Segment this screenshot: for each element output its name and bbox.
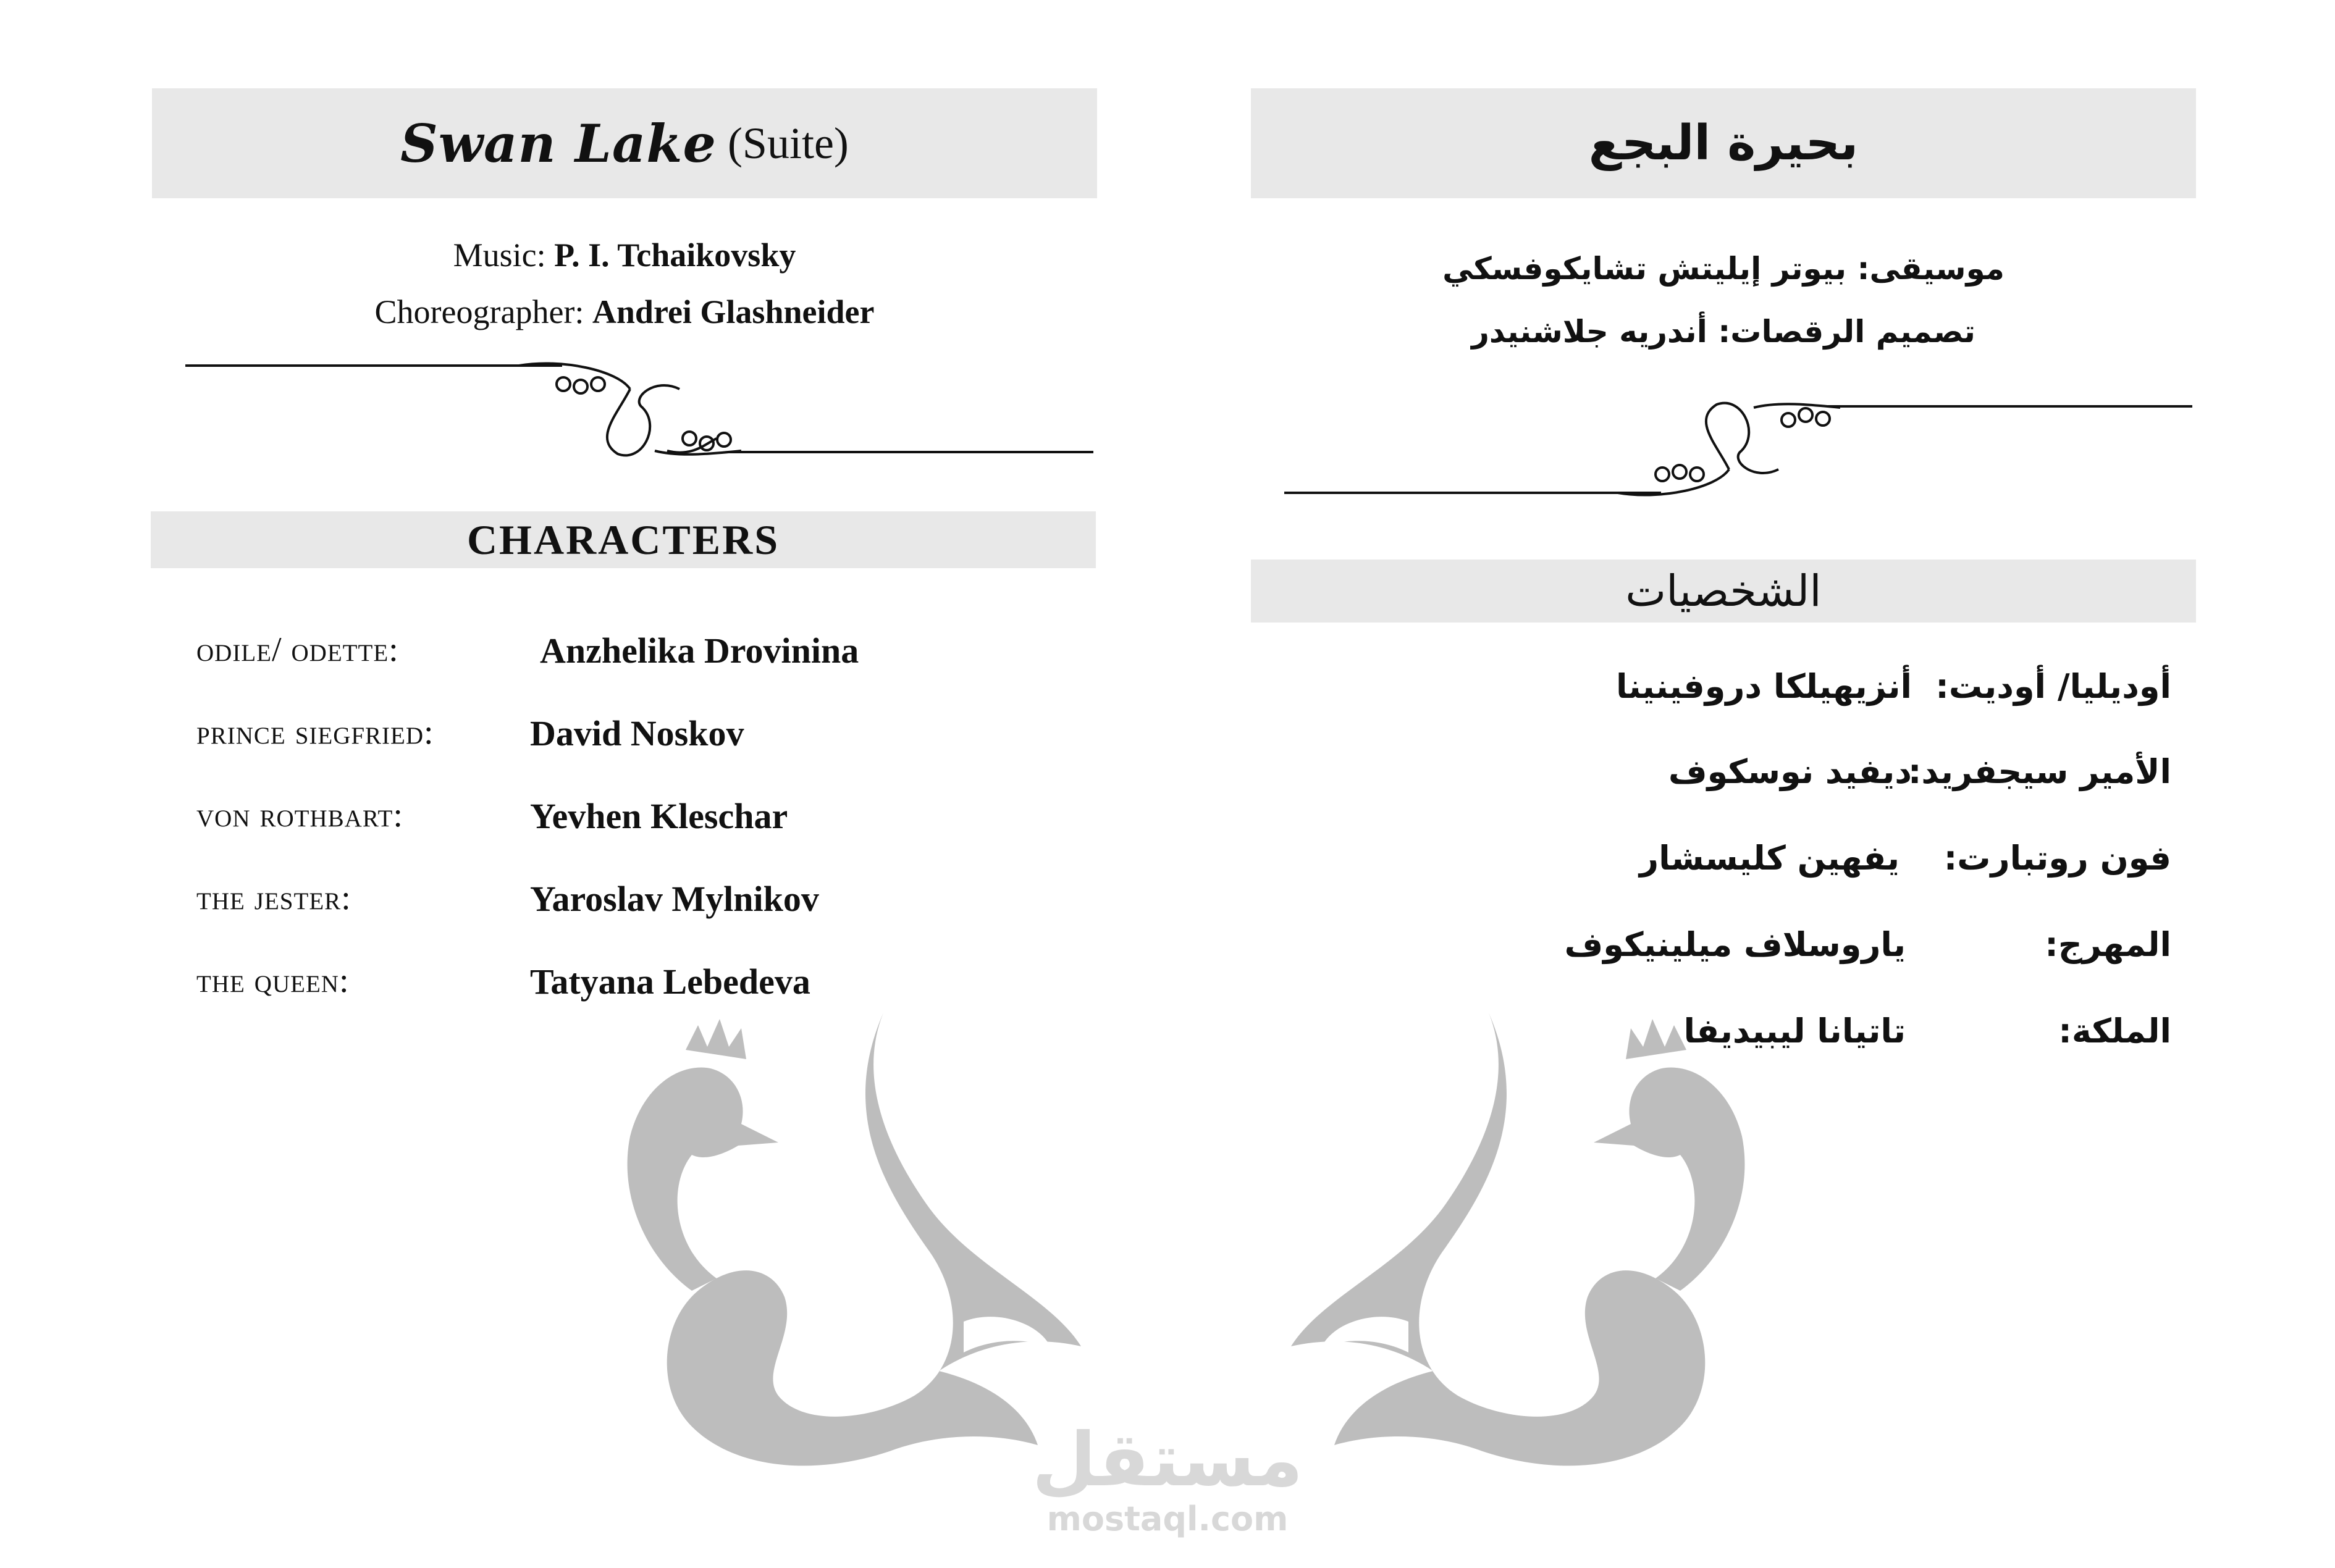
swan-right-icon bbox=[1260, 1000, 1779, 1495]
english-characters-bar bbox=[151, 511, 1096, 568]
character-dancer: David Noskov bbox=[530, 713, 744, 753]
choreographer-label: Choreographer: bbox=[374, 293, 592, 330]
arabic-choreographer-label: تصميم الرقصات: bbox=[1707, 314, 1975, 350]
arabic-character-dancer: ديفيد نوسكوف bbox=[1668, 752, 1912, 791]
watermark-arabic: مستقل bbox=[1032, 1417, 1303, 1503]
arabic-music-value: بيوتر إيليتش تشايكوفسكي bbox=[1442, 251, 1847, 287]
arabic-music-credit bbox=[1251, 247, 2196, 290]
character-role: odile/ odette: bbox=[196, 631, 399, 669]
character-dancer: Yevhen Kleschar bbox=[530, 796, 788, 836]
arabic-title-bar bbox=[1251, 88, 2196, 198]
character-role: von rothbart: bbox=[196, 796, 403, 834]
character-row bbox=[152, 795, 1097, 839]
arabic-character-role: فون روتبارت: bbox=[1943, 839, 2171, 878]
english-title-suffix: (Suite) bbox=[727, 118, 849, 168]
arabic-character-role: المهرج: bbox=[2045, 925, 2171, 964]
music-value: P. I. Tchaikovsky bbox=[554, 237, 796, 274]
watermark bbox=[1013, 1417, 1322, 1538]
arabic-character-role: الأمير سيجفريد: bbox=[1908, 752, 2171, 791]
arabic-characters-bar bbox=[1251, 560, 2196, 623]
choreographer-credit bbox=[152, 290, 1097, 333]
character-dancer: Yaroslav Mylnikov bbox=[530, 879, 819, 919]
arabic-character-row bbox=[1245, 752, 2171, 795]
character-row bbox=[152, 713, 1097, 756]
arabic-choreographer-value: أندريه جلاشنيدر bbox=[1471, 314, 1707, 350]
character-row bbox=[152, 961, 1097, 1004]
arabic-character-dancer: أنزيهيلكا دروفينينا bbox=[1615, 667, 1912, 706]
arabic-character-role: أوديليا/ أوديت: bbox=[1935, 667, 2171, 706]
character-role: the queen: bbox=[196, 962, 350, 1000]
arabic-character-row bbox=[1245, 839, 2171, 882]
arabic-flourish-divider-icon bbox=[1284, 395, 2192, 506]
character-role: prince siegfried: bbox=[196, 713, 434, 752]
arabic-character-row bbox=[1245, 667, 2171, 710]
character-role: the jester: bbox=[196, 879, 351, 917]
arabic-character-row bbox=[1245, 925, 2171, 968]
music-credit bbox=[152, 233, 1097, 277]
character-dancer: Anzhelika Drovinina bbox=[540, 631, 859, 671]
arabic-choreographer-credit bbox=[1251, 310, 2196, 353]
arabic-music-label: موسيقى: bbox=[1846, 251, 2005, 287]
english-characters-title: CHARACTERS bbox=[466, 516, 780, 563]
choreographer-value: Andrei Glashneider bbox=[592, 293, 875, 330]
arabic-character-dancer: تاتيانا ليبيديفا bbox=[1683, 1012, 1906, 1050]
english-title: Swan Lake bbox=[400, 112, 717, 174]
character-row bbox=[152, 878, 1097, 921]
arabic-character-dancer: يفهين كليسشار bbox=[1639, 839, 1900, 878]
flourish-divider-icon bbox=[185, 352, 1093, 463]
arabic-characters-title: الشخصيات bbox=[1625, 566, 1822, 616]
arabic-title: بحيرة البجع bbox=[1588, 115, 1859, 171]
arabic-character-dancer: ياروسلاف ميلينيكوف bbox=[1564, 925, 1906, 964]
character-dancer: Tatyana Lebedeva bbox=[530, 962, 810, 1002]
music-label: Music: bbox=[453, 237, 555, 274]
watermark-latin: mostaql.com bbox=[1046, 1499, 1289, 1538]
english-title-bar bbox=[152, 88, 1097, 198]
arabic-character-role: الملكة: bbox=[2058, 1012, 2171, 1050]
character-row bbox=[152, 630, 1097, 673]
